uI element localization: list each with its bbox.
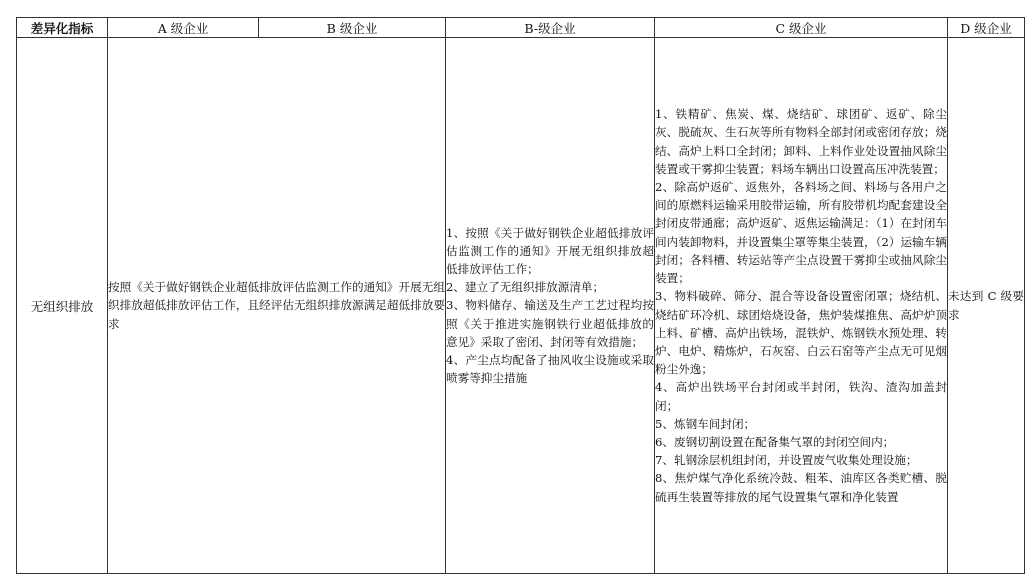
list-item: 4、产尘点均配备了抽风收尘设施或采取喷雾等抑尘措施 [446, 353, 654, 386]
header-grade-b-minus: B-级企业 [446, 18, 655, 38]
cell-grade-b-minus [446, 38, 655, 574]
cell-grade-d [948, 38, 1025, 574]
list-item: 2、除高炉返矿、返焦外，各料场之间、料场与各用户之间的原燃料运输采用胶带运输，所有胶带机均配套建设全封闭皮带通廊；高炉返矿、返焦运输满足：（1）在封闭车间内装卸物料，并设置集尘罩等集尘装置，（2）运输车辆封闭；各料槽、转运站等产尘点设置干雾抑尘或抽风除尘装置； [655, 180, 947, 286]
list-item: 5、炼钢车间封闭； [655, 416, 756, 431]
list-item: 4、高炉出铁场平台封闭或半封闭，铁沟、渣沟加盖封闭； [655, 380, 947, 413]
header-row [17, 18, 1025, 38]
cell-grade-ab [108, 38, 446, 574]
list-item: 3、物料储存、输送及生产工艺过程均按照《关于推进实施钢铁行业超低排放的意见》采取了密闭、封闭等有效措施； [446, 298, 654, 349]
list-item: 8、焦炉煤气净化系统冷鼓、粗苯、油库区各类贮槽、脱硫再生装置等排放的尾气设置集气罩和净化装置 [655, 471, 947, 504]
cell-grade-c [655, 38, 948, 574]
list-item: 2、建立了无组织排放源清单； [446, 280, 605, 295]
header-grade-d: D 级企业 [948, 18, 1025, 38]
table-row [17, 38, 1025, 574]
row-label-unorganized-emission: 无组织排放 [17, 38, 108, 574]
list-item: 7、轧钢涂层机组封闭，并设置废气收集处理设施； [655, 453, 918, 468]
d-text: 未达到 C 级要求 [948, 289, 1024, 322]
header-grade-c: C 级企业 [655, 18, 948, 38]
grading-table [16, 17, 1025, 574]
header-indicator: 差异化指标 [17, 18, 108, 38]
list-item: 6、废钢切割设置在配备集气罩的封闭空间内； [655, 434, 895, 449]
ab-text: 按照《关于做好钢铁企业超低排放评估监测工作的通知》开展无组织排放超低排放评估工作，且经评估无组织排放源满足超低排放要求 [108, 280, 445, 331]
header-grade-b: B 级企业 [259, 18, 446, 38]
list-item: 1、铁精矿、焦炭、煤、烧结矿、球团矿、返矿、除尘灰、脱硫灰、生石灰等所有物料全部封闭或密闭存放；烧结、高炉上料口全封闭；卸料、上料作业处设置抽风除尘装置或干雾抑尘装置；料场车辆出口设置高压冲洗装置； [655, 107, 947, 176]
header-grade-a: A 级企业 [108, 18, 259, 38]
list-item: 1、按照《关于做好钢铁企业超低排放评估监测工作的通知》开展无组织排放超低排放评估工作； [446, 225, 654, 276]
list-item: 3、物料破碎、筛分、混合等设备设置密闭罩；烧结机、烧结矿环冷机、球团焙烧设备，焦炉装煤推焦、高炉炉顶上料、矿槽、高炉出铁场，混铁炉、炼钢铁水预处理、转炉、电炉、精炼炉，石灰窑、白云石窑等产尘点无可见烟粉尘外逸； [655, 289, 947, 377]
